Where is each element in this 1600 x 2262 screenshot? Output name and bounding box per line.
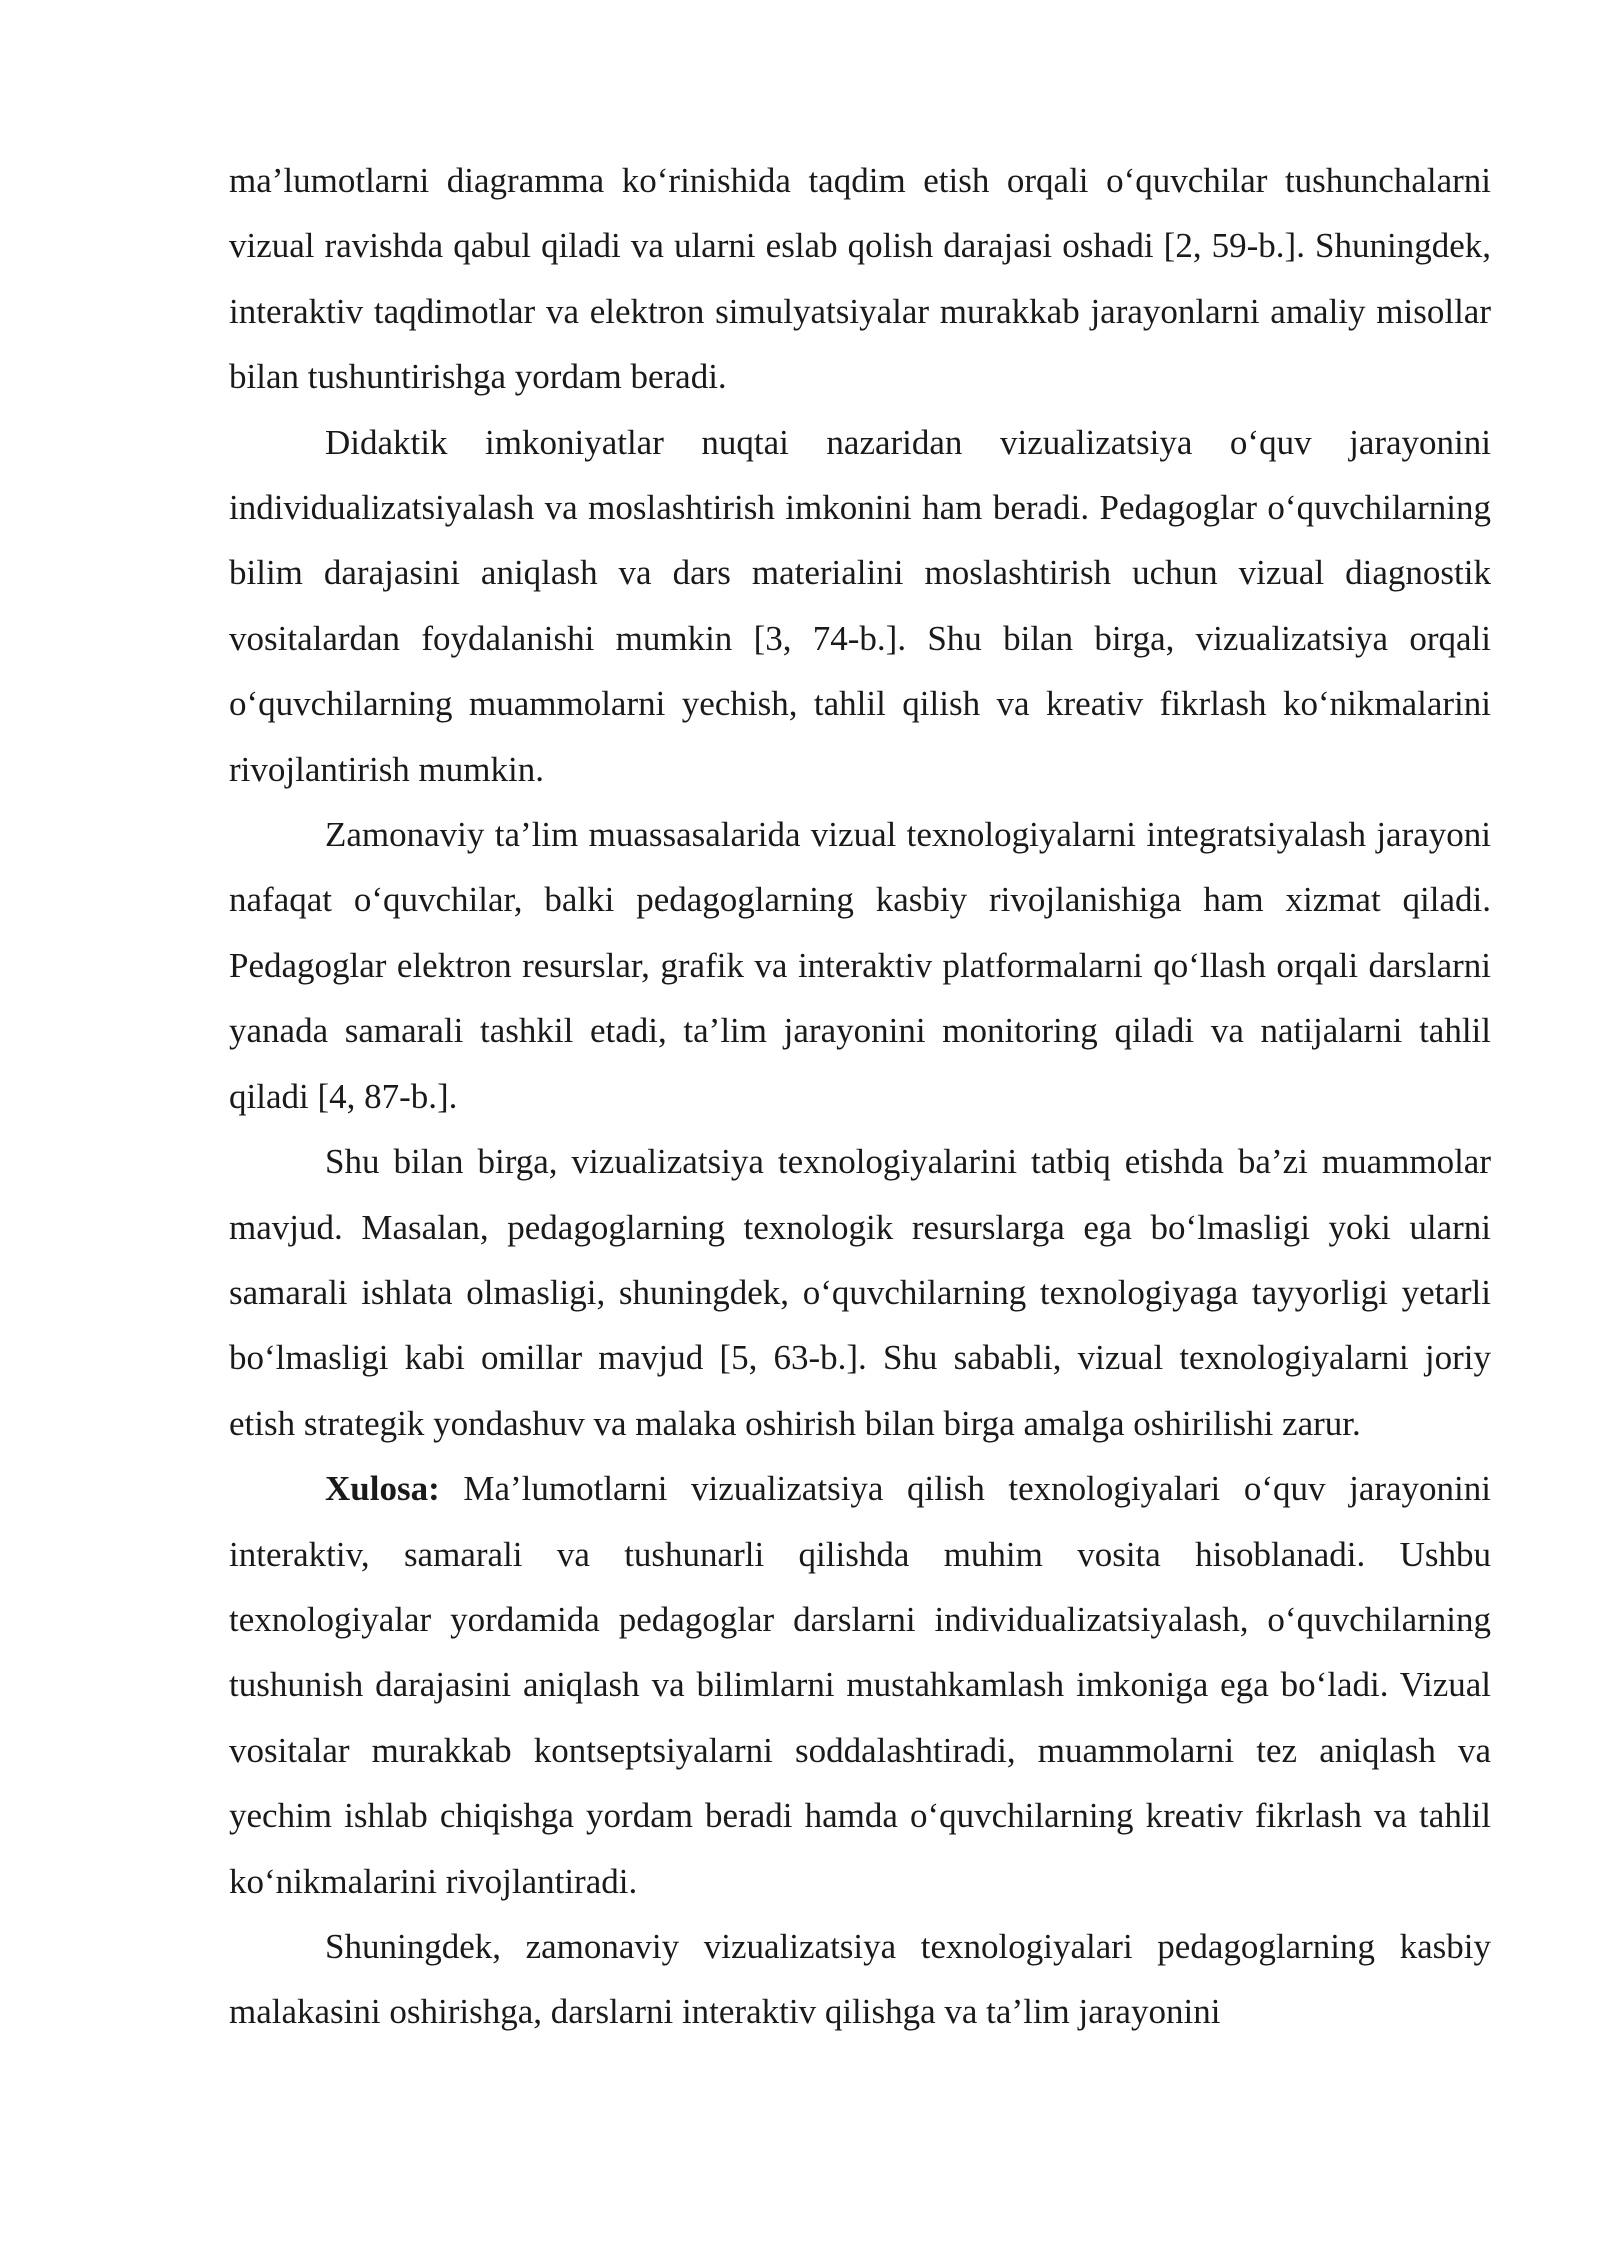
paragraph-final: Shuningdek, zamonaviy vizualizatsiya texnologiyalari pedagoglarning kasbiy malakasini oshirishga, darslarni interaktiv qilishga va ta’lim jarayonini [229,1926,1491,2032]
paragraph-modern-institutions: Zamonaviy ta’lim muassasalarida vizual texnologiyalarni integratsiyalash jarayoni nafaqat o‘quvchilar, balki pedagoglarning kasbiy rivojlanishiga ham xizmat qiladi. Pedagoglar elektron resurslar, grafik va interaktiv platformalarni qo‘llash orqali darslarni yanada samarali tashkil etadi, ta’lim jarayonini monitoring qiladi va natijalarni tahlil qiladi [4, 87-b.]. [229,815,1491,1116]
paragraph-conclusion [229,1456,1491,1914]
paragraph-problems: Shu bilan birga, vizualizatsiya texnologiyalarini tatbiq etishda ba’zi muammolar mavjud. Masalan, pedagoglarning texnologik resurslarga ega bo‘lmasligi yoki ularni samarali ishlata olmasligi, shuningdek, o‘quvchilarning texnologiyaga tayyorligi yetarli bo‘lmasligi kabi omillar mavjud [5, 63-b.]. Shu sababli, vizual texnologiyalarni joriy etish strategik yondashuv va malaka oshirish bilan birga amalga oshirilishi zarur. [229,1142,1491,1443]
conclusion-body: Ma’lumotlarni vizualizatsiya qilish texnologiyalari o‘quv jarayonini interaktiv, samarali va tushunarli qilishda muhim vosita hisoblanadi. Ushbu texnologiyalar yordamida pedagoglar darslarni individualizatsiyalash, o‘quvchilarning tushunish darajasini aniqlash va bilimlarni mustahkamlash imkoniga ega bo‘ladi. Vizual vositalar murakkab kontseptsiyalarni soddalashtiradi, muammolarni tez aniqlash va yechim ishlab chiqishga yordam beradi hamda o‘quvchilarning kreativ fikrlash va tahlil ko‘nikmalarini rivojlantiradi. [229,1469,1491,1901]
document-page [229,148,1491,2045]
paragraph-continuation: ma’lumotlarni diagramma ko‘rinishida taqdim etish orqali o‘quvchilar tushunchalarni vizual ravishda qabul qiladi va ularni eslab qolish darajasi oshadi [2, 59-b.]. Shuningdek, interaktiv taqdimotlar va elektron simulyatsiyalar murakkab jarayonlarni amaliy misollar bilan tushuntirishga yordam beradi. [229,161,1491,397]
conclusion-lead: Xulosa: [325,1469,440,1509]
paragraph-didactic-opportunities: Didaktik imkoniyatlar nuqtai nazaridan vizualizatsiya o‘quv jarayonini individualizatsiyalash va moslashtirish imkonini ham beradi. Pedagoglar o‘quvchilarning bilim darajasini aniqlash va dars materialini moslashtirish uchun vizual diagnostik vositalardan foydalanishi mumkin [3, 74-b.]. Shu bilan birga, vizualizatsiya orqali o‘quvchilarning muammolarni yechish, tahlil qilish va kreativ fikrlash ko‘nikmalarini rivojlantirish mumkin. [229,422,1491,789]
